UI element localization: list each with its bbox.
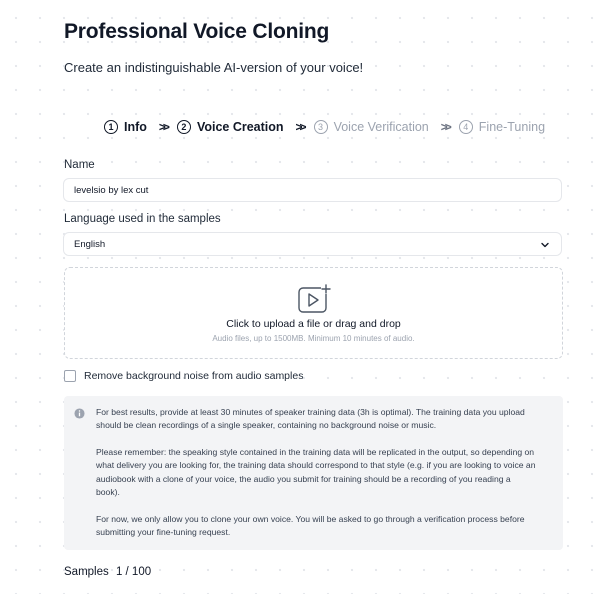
noise-removal-checkbox[interactable] <box>64 370 76 382</box>
step-number-2: 2 <box>177 120 191 134</box>
info-box <box>64 396 563 550</box>
step-number-1: 1 <box>104 120 118 134</box>
step-separator-icon: >> <box>440 120 449 134</box>
language-label: Language used in the samples <box>64 213 221 225</box>
name-input-value: levelsio by lex cut <box>74 184 149 196</box>
info-paragraph-3: For now, we only allow you to clone your own voice. You will be asked to go through a verification process before submitting your fine-tuning request. <box>96 514 525 538</box>
stepper <box>104 118 545 136</box>
upload-dropzone[interactable] <box>64 267 563 359</box>
step-label-voice-verification: Voice Verification <box>333 120 429 134</box>
info-circle-icon <box>74 408 85 419</box>
noise-removal-row <box>64 370 303 382</box>
language-select[interactable] <box>63 232 562 256</box>
info-paragraph-2: Please remember: the speaking style contained in the training data will be replicated in the output, so depending on what delivery you are looking for, the training data should correspond to that style (e.g. if you are looking to voice an audiobook with a clone of your voice, the audio you submit for training should be a recording of you reading a book). <box>96 447 536 497</box>
step-number-4: 4 <box>459 120 473 134</box>
page-subtitle: Create an indistinguishable AI-version of your voice! <box>64 60 364 75</box>
step-label-fine-tuning: Fine-Tuning <box>478 120 546 134</box>
chevron-down-icon <box>539 239 551 251</box>
step-separator-icon: >> <box>158 120 167 134</box>
name-input[interactable] <box>63 178 562 202</box>
samples-count: 1 / 100 <box>115 566 152 578</box>
video-plus-icon <box>298 284 332 314</box>
samples-heading <box>64 566 151 578</box>
step-info[interactable] <box>104 120 147 134</box>
upload-main-text: Click to upload a file or drag and drop <box>226 318 401 330</box>
step-voice-creation[interactable] <box>177 120 284 134</box>
upload-hint-text: Audio files, up to 1500MB. Minimum 10 minutes of audio. <box>212 334 415 343</box>
step-separator-icon: >> <box>295 120 304 134</box>
step-voice-verification[interactable] <box>314 120 429 134</box>
language-select-value: English <box>74 238 106 250</box>
noise-removal-label[interactable]: Remove background noise from audio samples <box>84 370 304 382</box>
step-number-3: 3 <box>314 120 328 134</box>
name-label: Name <box>64 159 95 171</box>
samples-label: Samples <box>64 566 109 578</box>
step-label-voice-creation: Voice Creation <box>196 120 284 134</box>
info-paragraph-1: For best results, provide at least 30 minutes of speaker training data (3h is optimal). The training data you upload should be clean recordings of a single speaker, containing no background noise or music. <box>96 407 525 431</box>
step-fine-tuning[interactable] <box>459 120 545 134</box>
page-title: Professional Voice Cloning <box>64 20 330 43</box>
step-label-info: Info <box>124 120 147 134</box>
